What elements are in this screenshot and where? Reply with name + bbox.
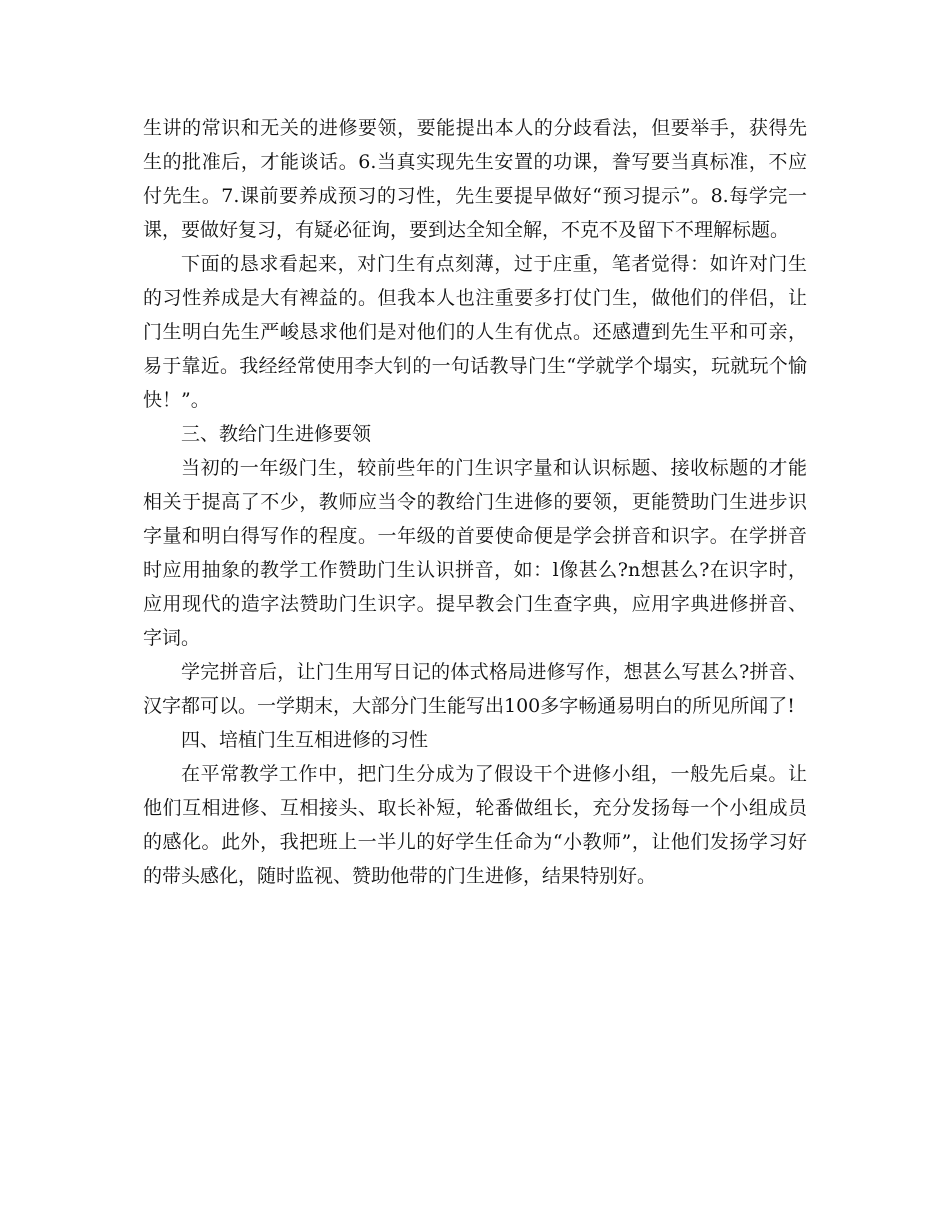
paragraph-requirements-reflection: 下面的恳求看起来，对门生有点刻薄，过于庄重，笔者觉得：如许对门生的习性养成是大有裨益的。但我本人也注重要多打仗门生，做他们的伴侣，让门生明白先生严峻恳求他们是对他们的人生有优点。还感遭到先生平和可亲，易于靠近。我经经常使用李大钊的一句话教导门生“学就学个塌实，玩就玩个愉快！”。	[143, 253, 807, 411]
section-heading-3: 三、教给门生进修要领	[181, 423, 372, 445]
paragraph-diary-writing: 学完拼音后，让门生用写日记的体式格局进修写作，想甚么写甚么?拼音、汉字都可以。一学期末，大部分门生能写出100多字畅通易明白的所见所闻了!	[143, 661, 807, 717]
document-body	[143, 111, 807, 893]
paragraph-learning-methods: 当初的一年级门生，较前些年的门生识字量和认识标题、接收标题的才能相关于提高了不少，教师应当令的教给门生进修的要领，更能赞助门生进步识字量和明白得写作的程度。一年级的首要使命便是学会拼音和识字。在学拼音时应用抽象的教学工作赞助门生认识拼音，如：l像甚么?n想甚么?在识字时，应用现代的造字法赞助门生识字。提早教会门生查字典，应用字典进修拼音、字词。	[143, 457, 807, 649]
section-heading-4: 四、培植门生互相进修的习性	[181, 729, 429, 751]
paragraph-study-groups: 在平常教学工作中，把门生分成为了假设干个进修小组，一般先后桌。让他们互相进修、互相接头、取长补短，轮番做组长，充分发扬每一个小组成员的感化。此外，我把班上一半儿的好学生任命为“小教师”，让他们发扬学习好的带头感化，随时监视、赞助他带的门生进修，结果特别好。	[143, 763, 807, 887]
paragraph-continuation: 生讲的常识和无关的进修要领，要能提出本人的分歧看法，但要举手，获得先生的批准后，才能谈话。6.当真实现先生安置的功课，誊写要当真标准，不应付先生。7.课前要养成预习的习性，先生要提早做好“预习提示”。8.每学完一课，要做好复习，有疑必征询，要到达全知全解，不克不及留下不理解标题。	[143, 117, 807, 241]
